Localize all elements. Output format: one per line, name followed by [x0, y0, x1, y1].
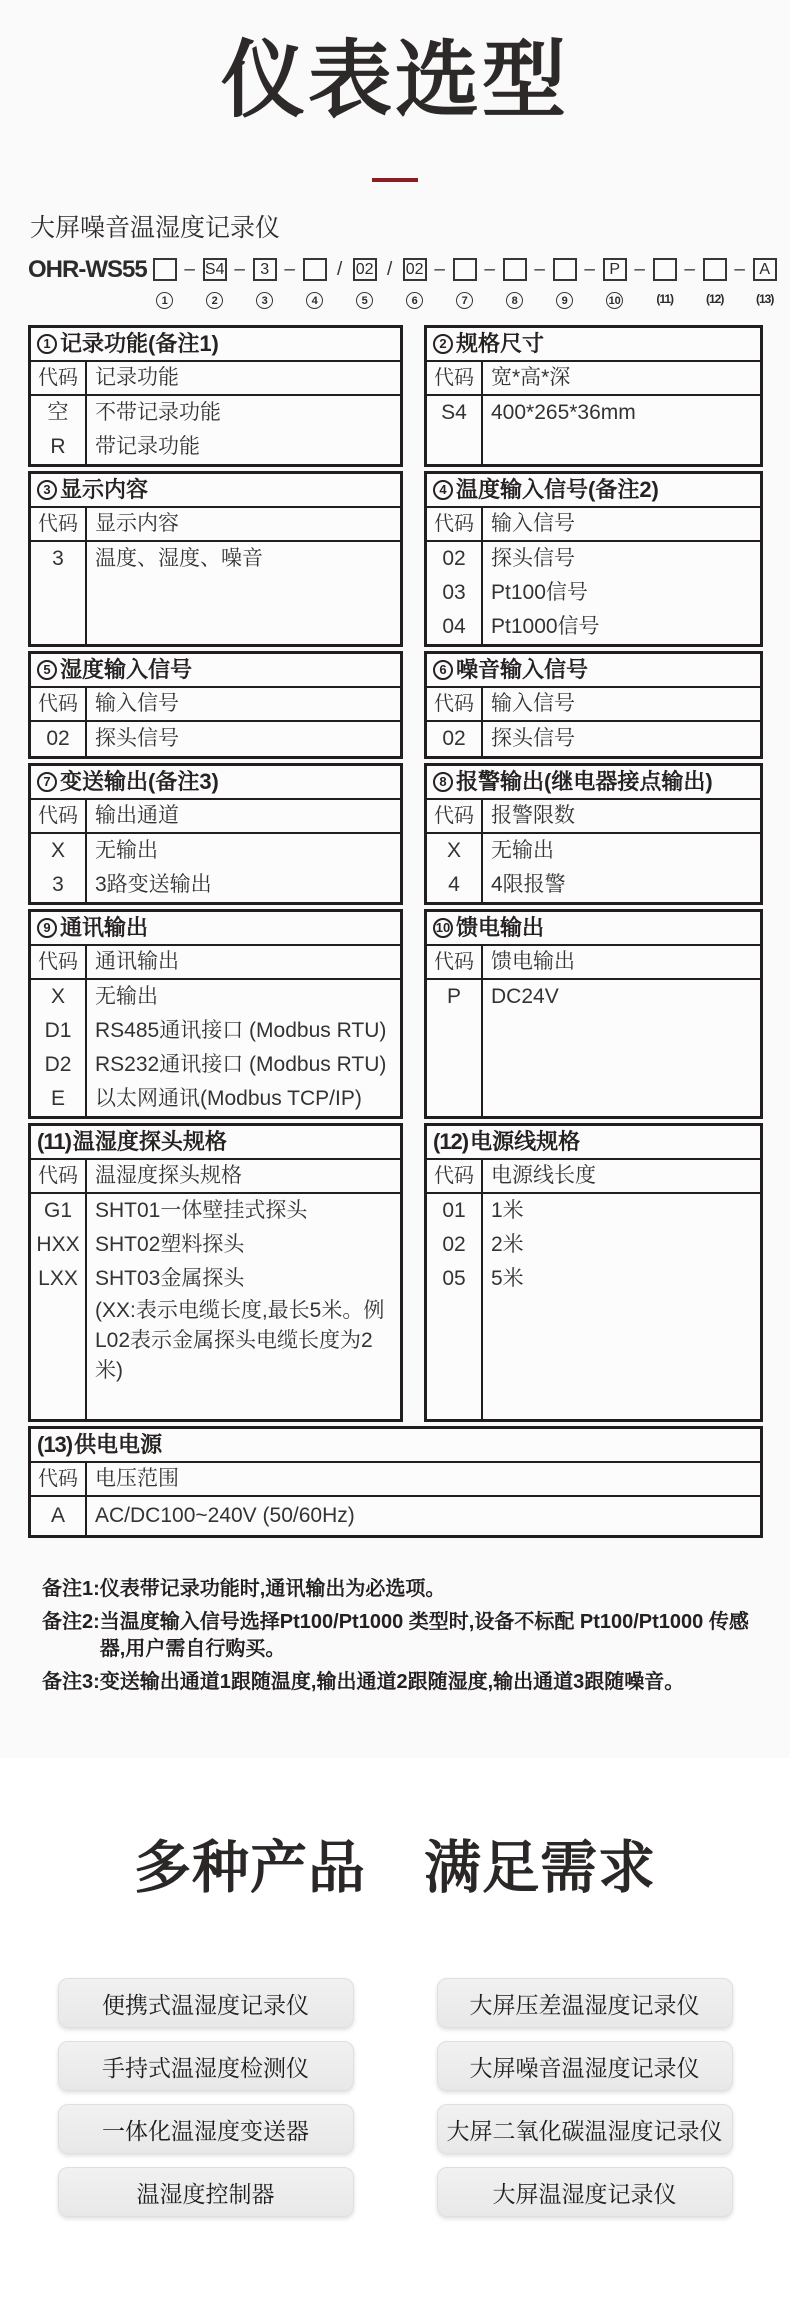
section-number: 7	[37, 772, 57, 792]
position-marker: 9	[556, 292, 573, 309]
section-number: 10	[433, 918, 453, 938]
desc-header-cell: 温湿度探头规格	[95, 1164, 242, 1187]
code-position-8	[502, 258, 528, 309]
desc-header-cell: 电源线长度	[491, 1164, 596, 1187]
desc-value-column	[87, 980, 400, 1116]
desc-value: RS232通讯接口 (Modbus RTU)	[95, 1053, 387, 1076]
desc-header-cell: 输入信号	[491, 512, 575, 535]
code-value: E	[50, 1087, 65, 1110]
desc-value: 带记录功能	[95, 435, 200, 458]
desc-value-column	[87, 722, 400, 756]
code-position-4	[302, 258, 328, 309]
code-value: 02	[442, 727, 466, 750]
desc-value: SHT03金属探头	[95, 1267, 245, 1290]
note-label: 备注1:	[42, 1578, 100, 1600]
code-separator: –	[234, 259, 245, 280]
code-value-column	[427, 542, 483, 644]
section-title: 变送输出(备注3)	[60, 769, 219, 794]
product-button[interactable]: 便携式温湿度记录仪	[58, 1978, 354, 2028]
code-value: P	[446, 985, 461, 1008]
desc-value: 温度、湿度、噪音	[95, 547, 263, 570]
desc-value-column	[87, 1497, 760, 1535]
code-box	[453, 258, 477, 281]
position-marker: 7	[456, 292, 473, 309]
desc-value: 无输出	[95, 839, 158, 862]
note-item	[42, 1609, 756, 1663]
section-number: (11)	[37, 1129, 71, 1154]
code-header-cell: 代码	[31, 946, 87, 978]
code-box: 02	[403, 258, 427, 281]
position-marker: (11)	[656, 292, 674, 306]
desc-header-cell: 输入信号	[491, 692, 575, 715]
section-column-headers	[427, 946, 760, 980]
section-number: 5	[37, 660, 57, 680]
code-box: A	[753, 258, 777, 281]
code-value: D2	[44, 1053, 72, 1076]
section-header	[31, 1429, 760, 1463]
desc-value: 400*265*36mm	[491, 401, 636, 424]
section-values	[427, 1194, 760, 1419]
code-value-column	[31, 1194, 87, 1419]
desc-header-cell: 输出通道	[95, 804, 179, 827]
code-value: X	[50, 839, 65, 862]
product-button[interactable]: 大屏压差温湿度记录仪	[437, 1978, 733, 2028]
products-section	[0, 1758, 790, 2297]
spec-section-1	[28, 325, 403, 467]
desc-value-column	[87, 396, 400, 464]
code-value: 02	[442, 1233, 466, 1256]
code-header-cell: 代码	[31, 800, 87, 832]
section-title: 湿度输入信号	[60, 657, 193, 682]
section-header	[427, 1126, 760, 1160]
section-header	[31, 654, 400, 688]
code-position-5	[352, 258, 378, 309]
code-value-column	[427, 722, 483, 756]
code-separator: –	[734, 259, 745, 280]
code-position-6	[402, 258, 428, 309]
product-grid	[0, 1978, 790, 2297]
desc-note: (XX:表示电缆长度,最长5米。例L02表示金属探头电缆长度为2米)	[95, 1299, 385, 1382]
position-marker: 1	[156, 292, 173, 309]
code-value: 02	[442, 547, 466, 570]
section-title: 通讯输出	[60, 915, 149, 940]
spec-section-6	[424, 651, 763, 759]
spec-section-2	[424, 325, 763, 467]
section-title: 报警输出(继电器接点输出)	[456, 769, 713, 794]
section-column-headers	[31, 688, 400, 722]
spec-section-3	[28, 471, 403, 647]
spec-section-9	[28, 909, 403, 1119]
note-text: 仪表带记录功能时,通讯输出为必选项。	[99, 1578, 446, 1600]
section-values	[31, 542, 400, 644]
product-button[interactable]: 手持式温湿度检测仪	[58, 2041, 354, 2091]
section-values	[427, 980, 760, 1116]
code-box	[553, 258, 577, 281]
product-button[interactable]: 大屏噪音温湿度记录仪	[437, 2041, 733, 2091]
spec-section-13	[28, 1426, 763, 1538]
code-position-12	[702, 258, 728, 306]
section-column-headers	[427, 688, 760, 722]
position-marker: 4	[306, 292, 323, 309]
notes-block	[42, 1576, 756, 1696]
spec-section-12	[424, 1123, 763, 1422]
section-column-headers	[31, 946, 400, 980]
desc-value: 探头信号	[95, 727, 179, 750]
code-header-cell: 代码	[427, 946, 483, 978]
code-value-column	[31, 722, 87, 756]
product-button[interactable]: 大屏二氧化碳温湿度记录仪	[437, 2104, 733, 2154]
code-position-9	[552, 258, 578, 309]
code-header-cell: 代码	[427, 362, 483, 394]
code-value: 3	[52, 547, 64, 570]
code-separator: /	[387, 259, 393, 280]
desc-value: 探头信号	[491, 727, 575, 750]
code-value: S4	[441, 401, 467, 424]
desc-value: 探头信号	[491, 547, 575, 570]
desc-value-column	[87, 834, 400, 902]
code-position-3	[252, 258, 278, 309]
section-column-headers	[31, 1463, 760, 1497]
desc-header-cell: 报警限数	[491, 804, 575, 827]
spec-section-7	[28, 763, 403, 905]
note-item	[42, 1669, 756, 1696]
code-value: G1	[43, 1199, 72, 1222]
code-header-cell: 代码	[427, 1160, 483, 1192]
code-value: X	[446, 839, 461, 862]
section-title: 显示内容	[60, 477, 149, 502]
model-code-line	[28, 258, 790, 309]
code-box: 3	[253, 258, 277, 281]
code-box	[303, 258, 327, 281]
desc-header-cell: 馈电输出	[491, 950, 575, 973]
section-number: (13)	[37, 1432, 73, 1457]
section-number: 9	[37, 918, 57, 938]
desc-value: 3路变送输出	[95, 873, 212, 896]
desc-value: SHT01一体壁挂式探头	[95, 1199, 308, 1222]
section-title: 电源线规格	[470, 1129, 581, 1154]
section-header	[427, 912, 760, 946]
section-values	[427, 542, 760, 644]
section-number: 3	[37, 480, 57, 500]
code-separator: –	[484, 259, 495, 280]
code-header-cell: 代码	[427, 688, 483, 720]
section-column-headers	[31, 362, 400, 396]
desc-value: 以太网通讯(Modbus TCP/IP)	[95, 1087, 362, 1110]
desc-value-column	[483, 722, 760, 756]
desc-value-column	[87, 542, 400, 644]
section-header	[427, 328, 760, 362]
code-value: 02	[46, 727, 70, 750]
position-marker: 3	[256, 292, 273, 309]
code-value-column	[31, 542, 87, 644]
code-position-1	[152, 258, 178, 309]
code-position-10	[602, 258, 628, 309]
code-header-cell: 代码	[31, 508, 87, 540]
product-button[interactable]: 一体化温湿度变送器	[58, 2104, 354, 2154]
desc-value: Pt1000信号	[491, 615, 600, 638]
desc-header-cell: 宽*高*深	[491, 366, 571, 389]
code-position-7	[452, 258, 478, 309]
code-separator: –	[684, 259, 695, 280]
code-box: 02	[353, 258, 377, 281]
section-column-headers	[427, 362, 760, 396]
code-separator: /	[337, 259, 343, 280]
code-value: A	[50, 1504, 65, 1527]
note-item	[42, 1576, 756, 1603]
section-header	[31, 328, 400, 362]
section-header	[427, 474, 760, 508]
code-value-column	[427, 1194, 483, 1419]
desc-value-column	[483, 834, 760, 902]
section-number: 1	[37, 334, 57, 354]
code-value: 空	[47, 401, 69, 424]
desc-value: Pt100信号	[491, 581, 588, 604]
code-value: D1	[44, 1019, 72, 1042]
code-box: P	[603, 258, 627, 281]
section-values	[31, 1497, 760, 1535]
code-value: HXX	[36, 1233, 80, 1256]
code-separator: –	[284, 259, 295, 280]
code-value-column	[31, 834, 87, 902]
section-title: 温度输入信号(备注2)	[456, 477, 659, 502]
code-box	[153, 258, 177, 281]
section-number: 6	[433, 660, 453, 680]
section-column-headers	[427, 1160, 760, 1194]
spec-section-4	[424, 471, 763, 647]
spec-section-8	[424, 763, 763, 905]
code-value-column	[31, 396, 87, 464]
code-value-column	[31, 980, 87, 1116]
desc-value-column	[483, 1194, 760, 1419]
desc-value: SHT02塑料探头	[95, 1233, 245, 1256]
section-values	[31, 980, 400, 1116]
section-header	[31, 912, 400, 946]
products-title: 多种产品 满足需求	[134, 1836, 656, 1900]
section-header	[31, 474, 400, 508]
section-title: 记录功能(备注1)	[60, 331, 219, 356]
section-title: 温湿度探头规格	[72, 1129, 227, 1154]
desc-value: 1米	[491, 1199, 524, 1222]
section-column-headers	[427, 508, 760, 542]
note-text: 变送输出通道1跟随温度,输出通道2跟随湿度,输出通道3跟随噪音。	[99, 1671, 685, 1693]
desc-value: 4限报警	[491, 873, 566, 896]
section-title: 规格尺寸	[456, 331, 545, 356]
desc-header-cell: 记录功能	[95, 366, 179, 389]
section-column-headers	[31, 800, 400, 834]
spec-section-10	[424, 909, 763, 1119]
code-value: X	[50, 985, 65, 1008]
position-marker: 6	[406, 292, 423, 309]
code-value-column	[31, 1497, 87, 1535]
code-header-cell: 代码	[427, 508, 483, 540]
code-box: S4	[203, 258, 227, 281]
position-marker: 2	[206, 292, 223, 309]
code-value: 3	[52, 873, 64, 896]
section-values	[31, 722, 400, 756]
code-value: R	[50, 435, 66, 458]
desc-value: 5米	[491, 1267, 524, 1290]
desc-value-column	[87, 1194, 400, 1419]
code-value-column	[427, 980, 483, 1116]
code-position-11	[652, 258, 678, 306]
spec-section-11	[28, 1123, 403, 1422]
section-values	[31, 1194, 400, 1419]
section-values	[427, 722, 760, 756]
code-value-column	[427, 834, 483, 902]
position-marker: 10	[606, 292, 623, 309]
code-separator: –	[434, 259, 445, 280]
position-marker: (13)	[756, 292, 774, 306]
code-header-cell: 代码	[427, 800, 483, 832]
code-value: 4	[448, 873, 460, 896]
code-header-cell: 代码	[31, 362, 87, 394]
code-position-2	[202, 258, 228, 309]
section-values	[31, 396, 400, 464]
code-value: 05	[442, 1267, 466, 1290]
desc-value-column	[483, 980, 760, 1116]
product-button[interactable]: 大屏温湿度记录仪	[437, 2167, 733, 2217]
section-column-headers	[31, 1160, 400, 1194]
spec-section-5	[28, 651, 403, 759]
desc-header-cell: 通讯输出	[95, 950, 179, 973]
section-header	[427, 766, 760, 800]
desc-value: 不带记录功能	[95, 401, 221, 424]
section-title: 供电电源	[74, 1432, 163, 1457]
desc-header-cell: 电压范围	[95, 1467, 179, 1490]
section-column-headers	[31, 508, 400, 542]
section-values	[427, 396, 760, 464]
code-separator: –	[584, 259, 595, 280]
section-number: (12)	[433, 1129, 469, 1154]
section-values	[31, 834, 400, 902]
code-value: 01	[442, 1199, 466, 1222]
desc-value-column	[483, 542, 760, 644]
section-header	[31, 1126, 400, 1160]
note-text: 当温度输入信号选择Pt100/Pt1000 类型时,设备不标配 Pt100/Pt1000 传感器,用户需自行购买。	[99, 1611, 749, 1660]
page-title: 仪表选型	[220, 33, 569, 127]
spec-table	[28, 325, 790, 1538]
product-subtitle: 大屏噪音温湿度记录仪	[30, 214, 281, 242]
code-value: 04	[442, 615, 466, 638]
section-title: 噪音输入信号	[456, 657, 589, 682]
code-value: LXX	[38, 1267, 78, 1290]
code-header-cell: 代码	[31, 688, 87, 720]
section-column-headers	[427, 800, 760, 834]
desc-value: 无输出	[95, 985, 158, 1008]
section-title: 馈电输出	[456, 915, 545, 940]
section-number: 2	[433, 334, 453, 354]
section-number: 4	[433, 480, 453, 500]
desc-value: AC/DC100~240V (50/60Hz)	[95, 1504, 355, 1527]
note-label: 备注2:	[42, 1611, 100, 1633]
code-box	[653, 258, 677, 281]
section-number: 8	[433, 772, 453, 792]
desc-value: RS485通讯接口 (Modbus RTU)	[95, 1019, 387, 1042]
position-marker: 5	[356, 292, 373, 309]
desc-value: DC24V	[491, 985, 559, 1008]
desc-header-cell: 输入信号	[95, 692, 179, 715]
code-header-cell: 代码	[31, 1160, 87, 1192]
note-label: 备注3:	[42, 1671, 100, 1693]
desc-value: 无输出	[491, 839, 554, 862]
section-values	[427, 834, 760, 902]
code-box	[503, 258, 527, 281]
position-marker: 8	[506, 292, 523, 309]
desc-value: 2米	[491, 1233, 524, 1256]
code-separator: –	[634, 259, 645, 280]
desc-header-cell: 显示内容	[95, 512, 179, 535]
code-header-cell: 代码	[31, 1463, 87, 1495]
code-value: 03	[442, 581, 466, 604]
title-divider	[372, 178, 418, 182]
code-separator: –	[534, 259, 545, 280]
section-header	[31, 766, 400, 800]
code-separator: –	[184, 259, 195, 280]
code-position-13	[752, 258, 778, 306]
section-header	[427, 654, 760, 688]
position-marker: (12)	[706, 292, 724, 306]
product-button[interactable]: 温湿度控制器	[58, 2167, 354, 2217]
desc-value-column	[483, 396, 760, 464]
code-box	[703, 258, 727, 281]
model-prefix: OHR-WS55	[28, 256, 147, 283]
code-value-column	[427, 396, 483, 464]
